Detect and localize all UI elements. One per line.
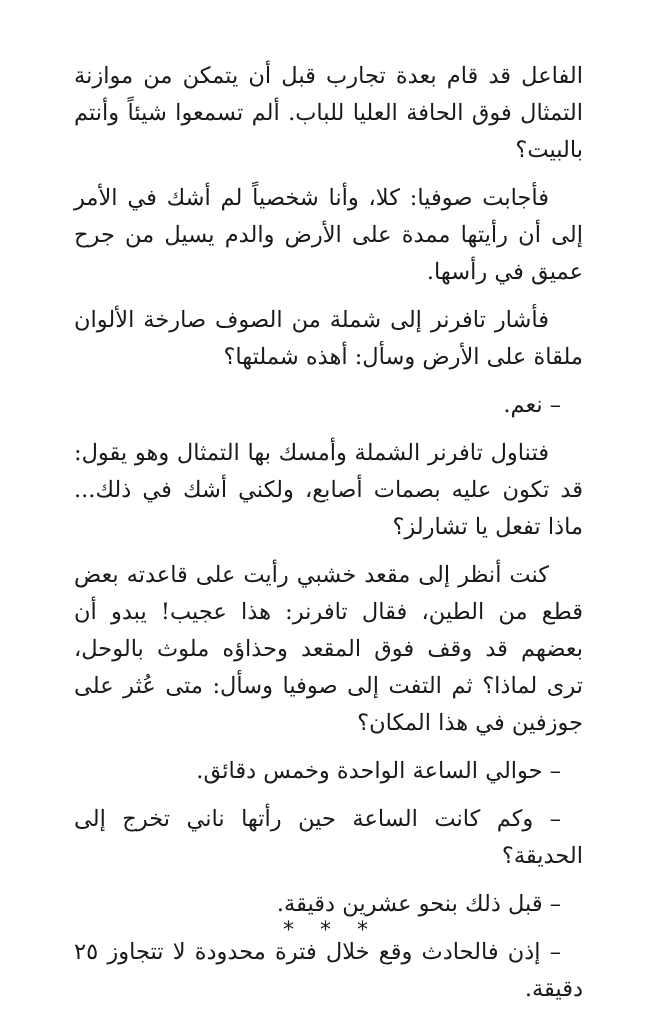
page-text (74, 58, 583, 1019)
paragraph-4: فتناول تافرنر الشملة وأمسك بها التمثال وهو يقول: قد تكون عليه بصمات أصابع، ولكني أشك في ذلك... ماذا تفعل يا تشارلز؟ (74, 440, 583, 540)
paragraph-3: فأشار تافرنر إلى شملة من الصوف صارخة الألوان ملقاة على الأرض وسأل: أهذه شملتها؟ (74, 307, 583, 370)
paragraph-5: كنت أنظر إلى مقعد خشبي رأيت على قاعدته بعض قطع من الطين، فقال تافرنر: هذا عجيب! يبدو أن بعضهم قد وقف فوق المقعد وحذاؤه ملوث بالوحل، ترى لماذا؟ ثم التفت إلى صوفيا وسأل: متى عُثر على جوزفين في هذا المكان؟ (74, 562, 583, 736)
dialog-line-2: – حوالي الساعة الواحدة وخمس دقائق. (196, 758, 561, 784)
dialog-line-4: – قبل ذلك بنحو عشرين دقيقة. (276, 891, 561, 917)
dialog-line-3: – وكم كانت الساعة حين رأتها ناني تخرج إلى الحديقة؟ (74, 806, 583, 869)
dialog-line-1: – نعم. (503, 392, 561, 418)
paragraph-1: الفاعل قد قام بعدة تجارب قبل أن يتمكن من موازنة التمثال فوق الحافة العليا للباب. ألم تسمعوا شيئاً وأنتم بالبيت؟ (74, 63, 583, 163)
paragraph-2: فأجابت صوفيا: كلا، وأنا شخصياً لم أشك في الأمر إلى أن رأيتها ممدة على الأرض والدم يسيل من جرح عميق في رأسها. (74, 185, 583, 285)
dialog-line-5: – إذن فالحادث وقع خلال فترة محدودة لا تتجاوز ٢٥ دقيقة. (74, 939, 583, 1002)
section-separator: *** (283, 918, 394, 943)
